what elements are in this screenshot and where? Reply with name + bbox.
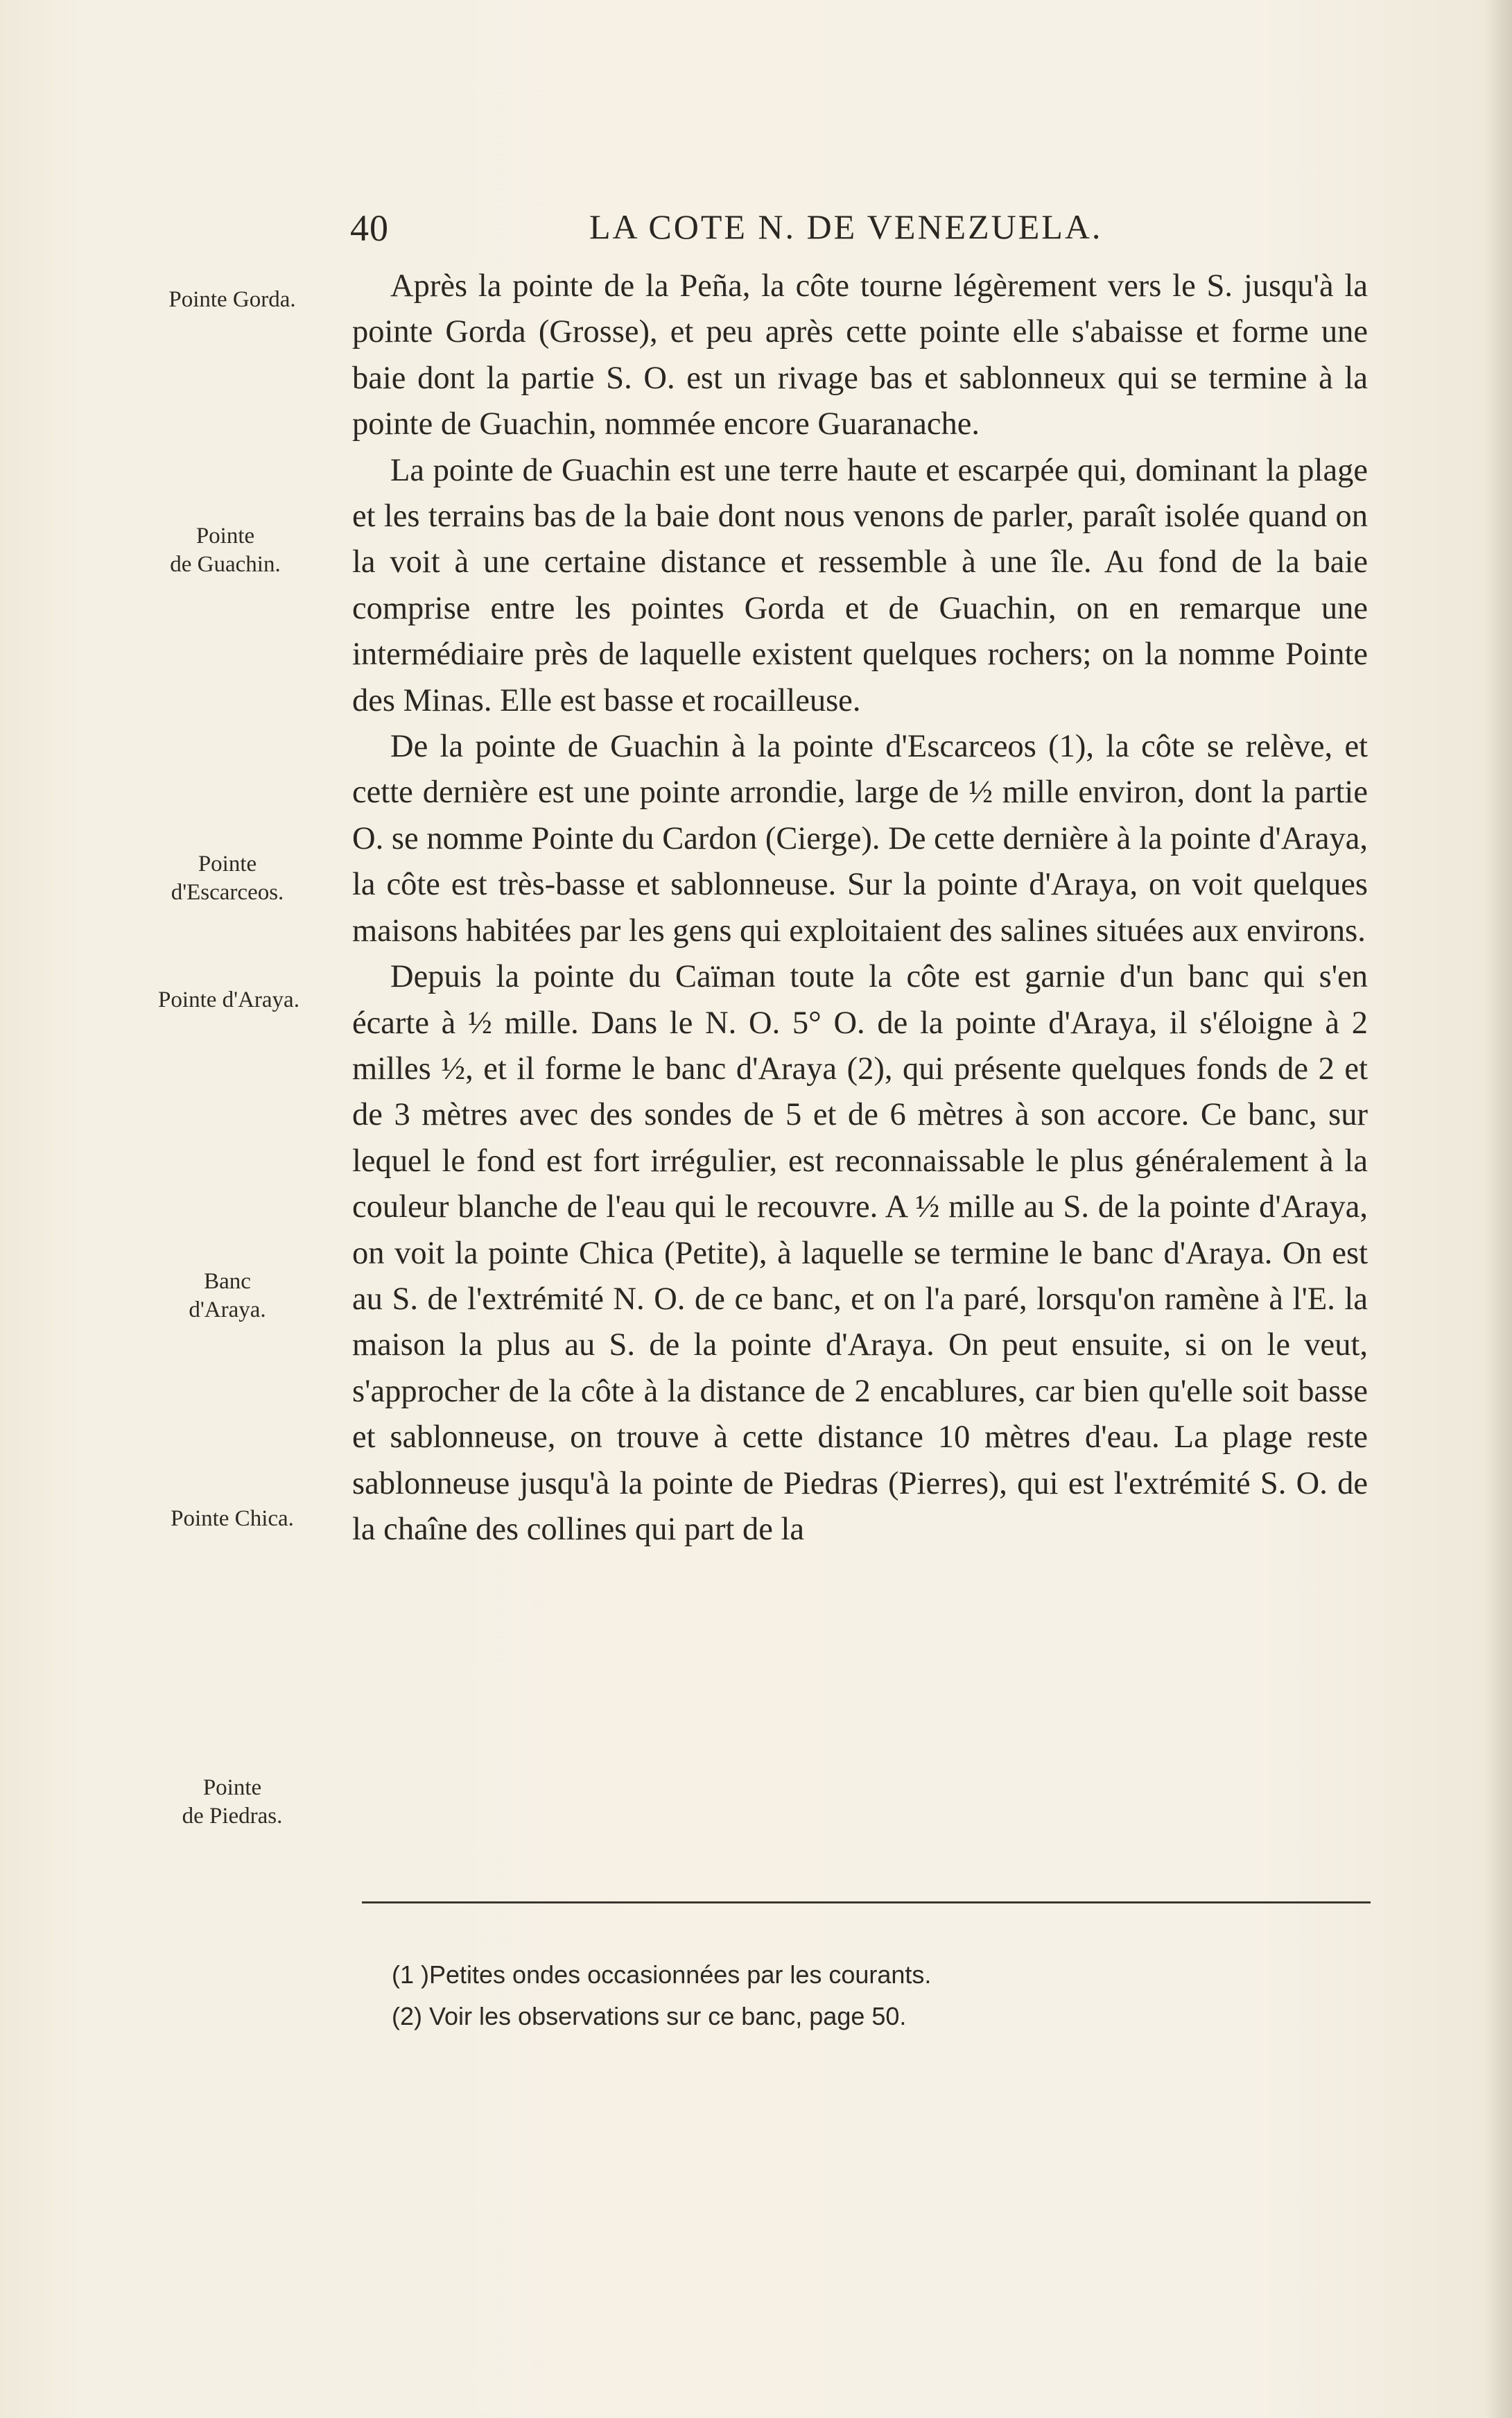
paragraph: Après la pointe de la Peña, la côte tourne légèrement vers le S. jusqu'à la pointe Gorda (Grosse), et peu après cette pointe elle s'abaisse et forme une baie dont la partie S. O. est un rivage bas et sablonneux qui se termine à la pointe de Guachin, nommée encore Guaranache. — [352, 268, 1368, 442]
page-number: 40 — [350, 207, 389, 249]
paragraph: De la pointe de Guachin à la pointe d'Escarceos (1), la côte se relève, et cette dernière est une pointe arrondie, large de ½ mille environ, dont la partie O. se nomme Pointe du Cardon (Cierge). De cette dernière à la pointe d'Araya, la côte est très-basse et sablonneuse. Sur la pointe d'Araya, on voit quelques maisons habitées par les gens qui exploitaient des salines situées aux environs. — [352, 729, 1368, 949]
margin-note-pointe-de-guachin — [135, 522, 315, 579]
margin-note-line: Pointe — [195, 524, 255, 549]
margin-note-line: Pointe Gorda. — [168, 287, 296, 312]
footnote: (1 )Petites ondes occasionnées par les courants. — [392, 1960, 932, 1989]
margin-note-pointe-d-araya — [139, 986, 319, 1014]
margin-note-line: Pointe — [198, 852, 257, 876]
margin-note-line: d'Escarceos. — [171, 880, 284, 905]
margin-note-line: d'Araya. — [189, 1297, 266, 1322]
margin-note-pointe-chica — [142, 1505, 322, 1533]
footnote: (2) Voir les observations sur ce banc, page 50. — [392, 2002, 907, 2030]
margin-note-line: Pointe — [202, 1775, 262, 1800]
margin-note-line: de Guachin. — [170, 552, 281, 577]
main-text — [352, 264, 1368, 1553]
footnote-divider — [362, 1901, 1371, 1903]
paragraph: Depuis la pointe du Caïman toute la côte est garnie d'un banc qui s'en écarte à ½ mille. Dans le N. O. 5° O. de la pointe d'Araya, il s'éloigne à 2 milles ½, et il forme le banc d'Araya (2), qui présente quelques fonds de 2 et de 3 mètres avec des sondes de 5 et de 6 mètres à son accore. Ce banc, sur lequel le fond est fort irrégulier, est reconnaissable le plus généralement à la couleur blanche de l'eau qui le recouvre. A ½ mille au S. de la pointe d'Araya, on voit la pointe Chica (Petite), à laquelle se termine le banc d'Araya. On est au S. de l'extrémité N. O. de ce banc, et on l'a paré, lorsqu'on ramène à l'E. la maison la plus au S. de la pointe d'Araya. On peut ensuite, si on le veut, s'approcher de la côte à la distance de 2 encablures, car bien qu'elle soit basse et sablonneuse, on trouve à cette distance 10 mètres d'eau. La plage reste sablonneuse jusqu'à la pointe de Piedras (Pierres), qui est l'extrémité S. O. de la chaîne des collines qui part de la — [352, 959, 1368, 1547]
margin-note-line: Pointe d'Araya. — [158, 987, 299, 1012]
margin-note-pointe-gorda — [142, 286, 322, 314]
margin-note-line: de Piedras. — [182, 1804, 283, 1829]
margin-note-line: Banc — [204, 1269, 251, 1294]
running-title: LA COTE N. DE VENEZUELA. — [589, 207, 1103, 246]
margin-note-pointe-d-escarceos — [137, 850, 318, 907]
paragraph: La pointe de Guachin est une terre haute et escarpée qui, dominant la plage et les terrains bas de la baie dont nous venons de parler, paraît isolée quand on la voit à une certaine distance et ressemble à une île. Au fond de la baie comprise entre les pointes Gorda et de Guachin, on en remarque une intermédiaire près de laquelle existent quelques rochers; on la nomme Pointe des Minas. Elle est basse et rocailleuse. — [352, 452, 1368, 718]
page-header — [350, 207, 1373, 262]
margin-note-pointe-de-piedras — [142, 1774, 322, 1831]
margin-note-banc-d-araya — [137, 1268, 318, 1324]
page-edge-shadow — [1484, 0, 1512, 2418]
margin-note-line: Pointe Chica. — [171, 1506, 294, 1531]
footnotes — [392, 1954, 1293, 2037]
